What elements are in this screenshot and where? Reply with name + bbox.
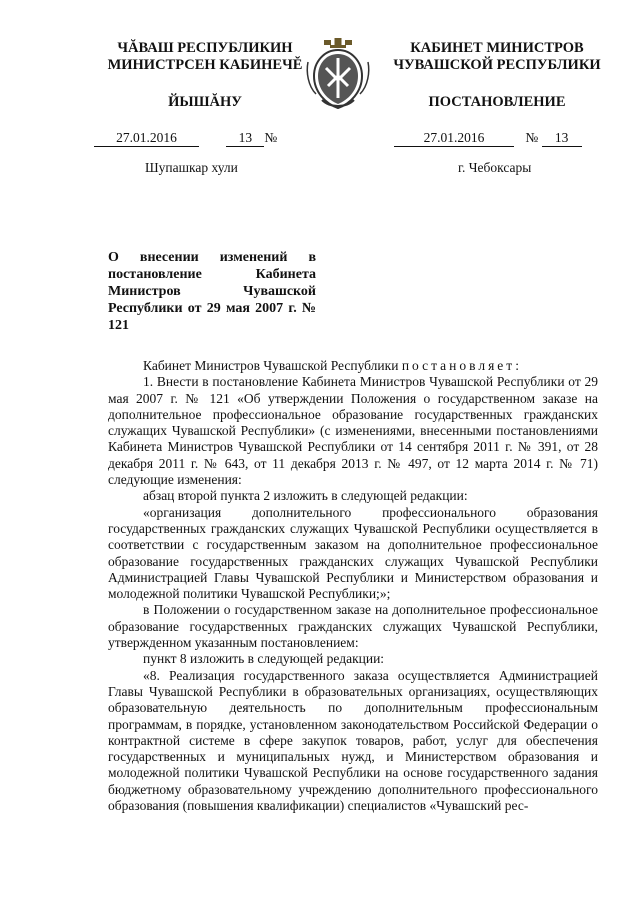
right-org-line1: КАБИНЕТ МИНИСТРОВ bbox=[410, 40, 584, 56]
date-number-left bbox=[94, 130, 320, 147]
body-paragraph: пункт 8 изложить в следующей редакции: bbox=[143, 651, 385, 667]
body-paragraph: «организация дополнительного профессионального образования государственных гражданских служащих Чувашской Республики осуществляется в соответствии с государственным заказом на дополнительное профессиональное образование государственных гражданских служащих Чувашской Республики Администрацией Главы Чувашской Республики и Министерством образования и молодежной политики Чувашской Республики;»; bbox=[108, 504, 598, 602]
left-date: 27.01.2016 bbox=[94, 130, 199, 147]
left-number-sign: № bbox=[264, 130, 278, 145]
document-subject: О внесении изменений в постановление Кабинета Министров Чувашской Республики от 29 мая 2007 г. № 121 bbox=[108, 250, 316, 333]
body-paragraph: абзац второй пункта 2 изложить в следующей редакции: bbox=[143, 488, 468, 504]
header-left bbox=[90, 40, 320, 111]
date-number-right bbox=[394, 130, 594, 147]
right-number: 13 bbox=[542, 130, 582, 147]
left-doc-type: ЙЫШĂНУ bbox=[168, 94, 242, 110]
chuvash-emblem-icon bbox=[304, 38, 372, 110]
left-org-line2: МИНИСТРСЕН КАБИНЕЧĔ bbox=[107, 57, 303, 73]
body-paragraph: «8. Реализация государственного заказа осуществляется Администрацией Главы Чувашской Республики в образовательных организациях, осуществляющих образовательную деятельность по дополнительным профессиональным программам, в порядке, установленном законодательством Российской Федерации о контрактной системе в сфере закупок товаров, работ, услуг для обеспечения государственных и муниципальных нужд, и Министерством образования и молодежной политики Чувашской Республики на основе государственного задания бюджетному образовательному учреждению дополнительного профессионального образования (повышения квалификации) специалистов «Чувашский рес- bbox=[108, 667, 598, 814]
right-date: 27.01.2016 bbox=[394, 130, 514, 147]
intro-action: постановляет bbox=[401, 358, 516, 373]
body-paragraph: в Положении о государственном заказе на дополнительное профессиональное образование государственных гражданских служащих Чувашской Республики, утвержденном указанным постановлением: bbox=[108, 602, 598, 651]
body-paragraph: 1. Внести в постановление Кабинета Министров Чувашской Республики от 29 мая 2007 г. № 121 «Об утверждении Положения о государственном заказе на дополнительное профессиональное образование государственных гражданских служащих Чувашской Республики» (с изменениями, внесенными постановлениями Кабинета Министров Чувашской Республики от 14 сентября 2011 г. № 391, от 28 декабря 2011 г. № 643, от 11 декабря 2013 г. № 497, от 12 марта 2014 г. № 71) следующие изменения: bbox=[108, 374, 598, 488]
document-body bbox=[108, 358, 598, 814]
left-org-line1: ЧĂВАШ РЕСПУБЛИКИН bbox=[117, 40, 293, 56]
right-number-sign: № bbox=[525, 130, 539, 145]
right-org-line2: ЧУВАШСКОЙ РЕСПУБЛИКИ bbox=[393, 57, 601, 73]
place-right: г. Чебоксары bbox=[458, 160, 532, 175]
right-doc-type: ПОСТАНОВЛЕНИЕ bbox=[428, 94, 566, 110]
intro-paragraph: Кабинет Министров Чувашской Республики постановляет: bbox=[143, 358, 519, 373]
left-number: 13 bbox=[226, 130, 264, 147]
header-right bbox=[382, 40, 612, 111]
place-left: Шупашкар хули bbox=[145, 160, 238, 175]
